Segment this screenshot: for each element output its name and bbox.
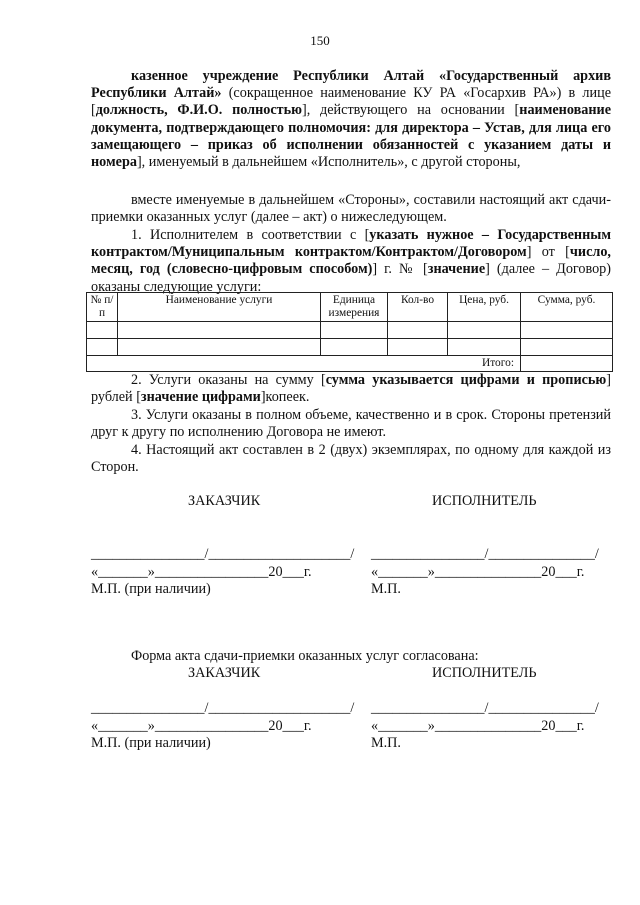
executor-signature-line: ________________/_______________/ [371, 700, 599, 716]
table-total-row [87, 356, 613, 372]
paragraph-executor [91, 68, 611, 171]
text-fragment: ] г. № [ [372, 261, 428, 278]
text-fragment: (сокращенное наименование КУ РА «Госархив РА») в лице [ [91, 85, 611, 119]
text-fragment: 2. Услуги оказаны на сумму [ [131, 372, 326, 388]
executor-date-line: «_______»_______________20___г. [371, 564, 585, 580]
paragraph-item-1 [91, 227, 611, 296]
col-price: Цена, руб. [448, 293, 521, 322]
total-value [521, 356, 613, 372]
executor-heading: ИСПОЛНИТЕЛЬ [432, 493, 537, 509]
executor-stamp-note: М.П. [371, 735, 401, 751]
table-header-row [87, 293, 613, 322]
paragraph-item-3: 3. Услуги оказаны в полном объеме, качественно и в срок. Стороны претензий друг к другу по исполнению Договора не имеют. [91, 407, 611, 441]
col-service-name: Наименование услуги [118, 293, 321, 322]
customer-stamp-note: М.П. (при наличии) [91, 735, 211, 751]
customer-date-line: «_______»________________20___г. [91, 718, 312, 734]
text-fragment: ], действующего на основании [ [302, 102, 520, 119]
placeholder-authority-doc: наименование документа, подтверждающего полномочия: для директора – Устав, для лица его замещающего – приказ об исполнении обязанностей с указанием даты и номера [91, 102, 611, 171]
customer-stamp-note: М.П. (при наличии) [91, 581, 211, 597]
placeholder-amount: сумма указывается цифрами и прописью [325, 372, 607, 388]
executor-heading: ИСПОЛНИТЕЛЬ [432, 665, 537, 681]
placeholder-date: число, месяц, год (словесно-цифровым способом) [91, 244, 611, 278]
col-number: № п/п [87, 293, 118, 322]
form-agreed-statement: Форма акта сдачи-приемки оказанных услуг согласована: [131, 648, 479, 664]
executor-name: казенное учреждение Республики Алтай «Государственный архив Республики Алтай» [91, 68, 611, 102]
placeholder-position: должность, Ф.И.О. полностью [95, 102, 302, 119]
paragraph-item-4: 4. Настоящий акт составлен в 2 (двух) экземплярах, по одному для каждой из Сторон. [91, 442, 611, 476]
text-fragment: 1. Исполнителем в соответствии с [ [131, 227, 370, 243]
text-fragment: ] (далее – Договор) оказаны следующие услуги: [91, 261, 612, 295]
paragraph-item-2 [91, 372, 611, 406]
placeholder-contract-type: указать нужное – Государственным контрактом/Муниципальным контрактом/Контрактом/Договором [91, 227, 611, 261]
col-quantity: Кол-во [388, 293, 448, 322]
col-unit: Единица измерения [321, 293, 388, 322]
page-number: 150 [310, 33, 330, 48]
text-fragment: ]копеек. [260, 389, 310, 406]
total-label: Итого: [87, 356, 521, 372]
customer-heading: ЗАКАЗЧИК [188, 493, 261, 509]
col-sum: Сумма, руб. [521, 293, 613, 322]
customer-date-line: «_______»________________20___г. [91, 564, 312, 580]
customer-signature-line: ________________/____________________/ [91, 700, 355, 716]
table-row [87, 322, 613, 339]
executor-signature-line: ________________/_______________/ [371, 546, 599, 562]
paragraph-parties: вместе именуемые в дальнейшем «Стороны», составили настоящий акт сдачи-приемки оказанных услуг (далее – акт) о нижеследующем. [91, 192, 611, 226]
customer-signature-line: ________________/____________________/ [91, 546, 355, 562]
text-fragment: ] рублей [ [91, 372, 611, 406]
customer-heading: ЗАКАЗЧИК [188, 665, 261, 681]
text-fragment: ], именуемый в дальнейшем «Исполнитель», с другой стороны, [136, 154, 521, 171]
executor-date-line: «_______»_______________20___г. [371, 718, 585, 734]
placeholder-number: значение [427, 261, 486, 278]
text-fragment: ] от [ [526, 244, 570, 261]
services-table [86, 292, 613, 372]
executor-stamp-note: М.П. [371, 581, 401, 597]
placeholder-kopecks: значение цифрами [140, 389, 261, 406]
table-row [87, 339, 613, 356]
